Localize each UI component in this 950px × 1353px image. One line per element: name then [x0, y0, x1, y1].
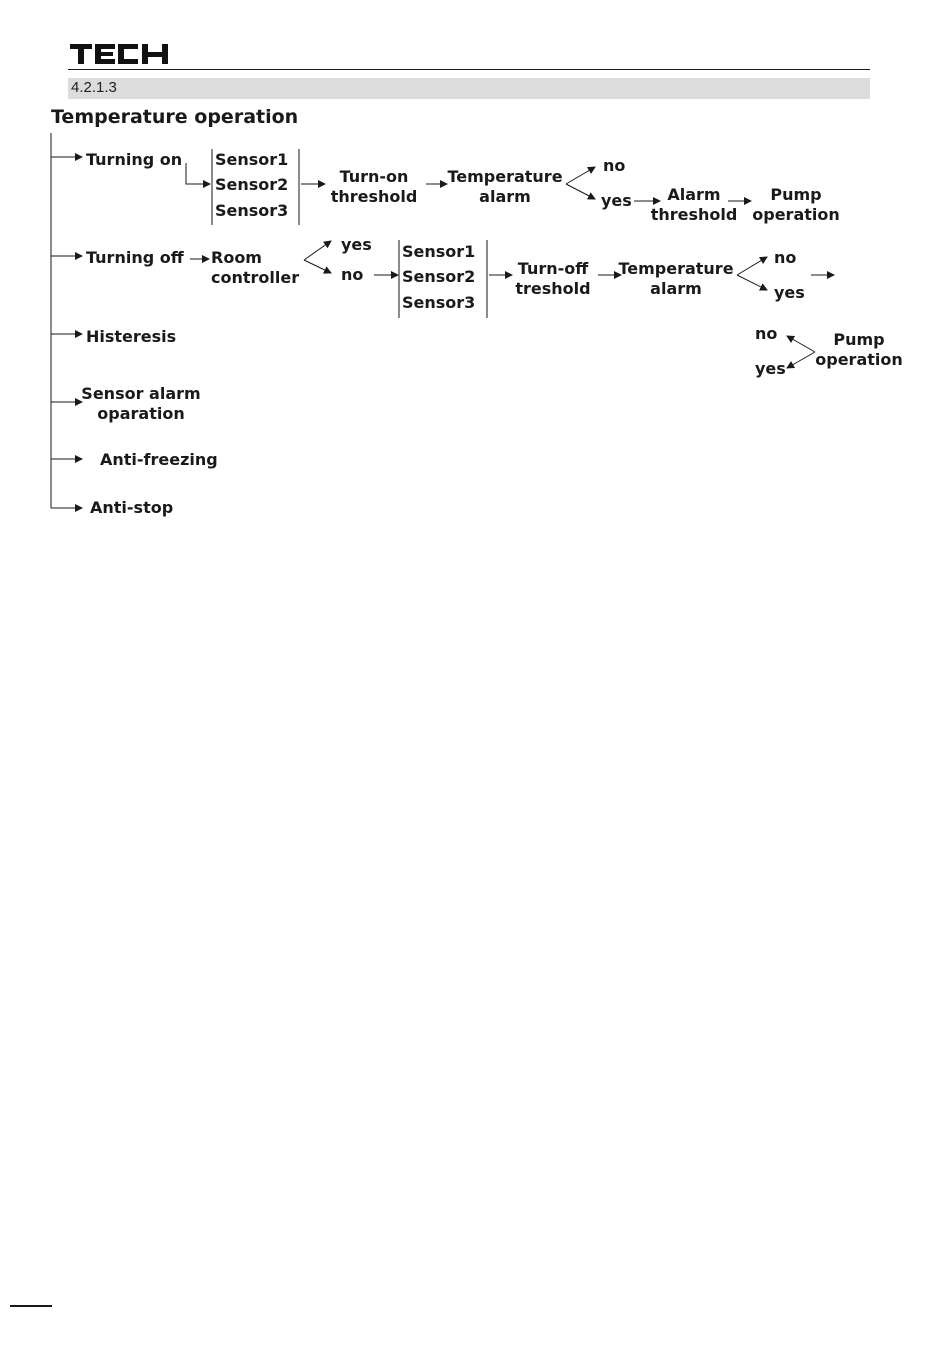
turning-off-temperature-alarm: Temperature alarm	[618, 259, 734, 298]
menu-turning-on: Turning on	[86, 150, 183, 169]
turn-off-treshold: Turn-off treshold	[515, 259, 591, 298]
turning-on-pump-operation: Pump operation	[752, 185, 840, 224]
turning-off-alarm-no: no	[774, 248, 797, 267]
turning-on-temperature-alarm: Temperature alarm	[447, 167, 563, 206]
turning-off-alarm-yes: yes	[774, 283, 805, 302]
menu-turning-off: Turning off	[86, 248, 184, 267]
turning-on-sensor-1: Sensor1	[215, 150, 289, 169]
turning-off-sensor-1: Sensor1	[402, 242, 476, 261]
turning-off-pump-operation: Pump operation	[815, 330, 903, 369]
pump-no: no	[755, 324, 778, 343]
turning-on-sensor-2: Sensor2	[215, 175, 289, 194]
turning-on-sensor-3: Sensor3	[215, 201, 289, 220]
turn-on-threshold: Turn-on threshold	[330, 167, 418, 206]
alarm-threshold: Alarm threshold	[650, 185, 738, 224]
menu-sensor-alarm-oparation: Sensor alarm oparation	[81, 384, 201, 423]
page-title: Temperature operation	[51, 106, 299, 128]
turning-on-alarm-yes: yes	[601, 191, 632, 210]
turning-off-sensor-3: Sensor3	[402, 293, 476, 312]
menu-anti-freezing: Anti-freezing	[100, 450, 218, 469]
room-controller-no: no	[341, 265, 364, 284]
room-controller-yes: yes	[341, 235, 372, 254]
menu-histeresis: Histeresis	[86, 327, 177, 346]
footer-rule	[10, 1305, 52, 1307]
pump-yes: yes	[755, 359, 786, 378]
menu-anti-stop: Anti-stop	[90, 498, 174, 517]
turning-on-alarm-no: no	[603, 156, 626, 175]
turning-off-sensor-2: Sensor2	[402, 267, 476, 286]
section-number: 4.2.1.3	[71, 79, 117, 96]
room-controller: Room controller	[211, 248, 300, 287]
